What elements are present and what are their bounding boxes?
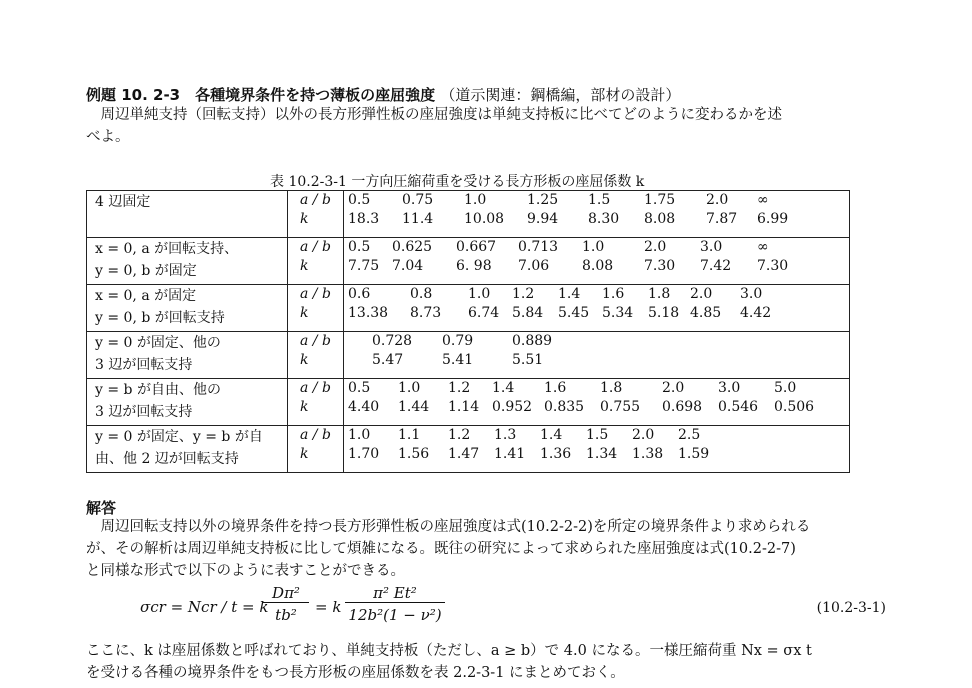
condition-text: x = 0, a が固定 bbox=[95, 288, 197, 304]
values-cell bbox=[344, 191, 850, 238]
ab-value: 1.0 bbox=[398, 380, 421, 396]
ab-value: 3.0 bbox=[718, 380, 741, 396]
ab-value: 2.0 bbox=[690, 286, 713, 302]
ab-values-row bbox=[344, 426, 849, 445]
k-value: 7.30 bbox=[757, 258, 789, 274]
problem-line: 周辺単純支持（回転支持）以外の長方形弾性板の座屈強度は単純支持板に比べてどのように変わるかを述 bbox=[86, 107, 782, 123]
answer-text bbox=[86, 516, 810, 582]
k-value: 5.41 bbox=[442, 352, 474, 368]
ab-value: 1.4 bbox=[492, 380, 515, 396]
label-cell bbox=[288, 191, 344, 238]
condition-cell bbox=[87, 238, 288, 285]
label-cell bbox=[288, 426, 344, 473]
table-row bbox=[87, 379, 850, 426]
k-value: 8.30 bbox=[588, 211, 620, 227]
k-value: 1.44 bbox=[398, 399, 430, 415]
k-value: 6. 98 bbox=[456, 258, 492, 274]
condition-cell bbox=[87, 332, 288, 379]
k-values-row bbox=[344, 351, 849, 370]
k-value: 5.45 bbox=[558, 305, 590, 321]
k-value: 5.47 bbox=[372, 352, 404, 368]
condition-text: 3 辺が回転支持 bbox=[95, 357, 193, 373]
k-value: 7.04 bbox=[392, 258, 424, 274]
label-cell bbox=[288, 379, 344, 426]
condition-text: y = 0, b が固定 bbox=[95, 263, 197, 279]
ab-value: 1.1 bbox=[398, 427, 421, 443]
k-value: 18.3 bbox=[348, 211, 380, 227]
fraction1-denominator: tb² bbox=[275, 606, 297, 624]
ab-value: 0.889 bbox=[512, 333, 553, 349]
condition-text: y = 0 が固定、y = b が自 bbox=[95, 429, 263, 445]
k-value: 0.698 bbox=[662, 399, 703, 415]
ab-value: 0.8 bbox=[410, 286, 433, 302]
ab-value: 0.625 bbox=[392, 239, 433, 255]
k-value: 13.38 bbox=[348, 305, 389, 321]
ab-values-row bbox=[344, 285, 849, 304]
values-cell bbox=[344, 238, 850, 285]
fraction2-denominator: 12b²(1 − ν²) bbox=[348, 606, 442, 624]
ab-value: 3.0 bbox=[740, 286, 763, 302]
ab-value: 0.667 bbox=[456, 239, 497, 255]
condition-cell bbox=[87, 379, 288, 426]
ab-value: 0.5 bbox=[348, 239, 371, 255]
title-note: （道示関連：鋼橋編，部材の設計） bbox=[440, 86, 681, 104]
k-value: 8.08 bbox=[582, 258, 614, 274]
answer-line: 周辺回転支持以外の境界条件を持つ長方形弾性板の座屈強度は式(10.2-2-2)を所定の境界条件より求められる bbox=[86, 519, 811, 535]
ab-value: 0.75 bbox=[402, 192, 434, 208]
k-value: 7.42 bbox=[700, 258, 732, 274]
k-value: 6.74 bbox=[468, 305, 500, 321]
condition-text: 由、他 2 辺が回転支持 bbox=[95, 451, 239, 467]
table-row bbox=[87, 238, 850, 285]
values-cell bbox=[344, 379, 850, 426]
ab-value: 5.0 bbox=[774, 380, 797, 396]
ab-value: 1.75 bbox=[644, 192, 676, 208]
equation-lhs: σcr = Ncr / t = k bbox=[140, 598, 269, 616]
k-value: 5.84 bbox=[512, 305, 544, 321]
answer-line: と同様な形式で以下のように表すことができる。 bbox=[86, 563, 405, 579]
k-value: 1.70 bbox=[348, 446, 380, 462]
k-value: 0.952 bbox=[492, 399, 533, 415]
ab-value: ∞ bbox=[757, 239, 769, 255]
fraction2-numerator: π² Et² bbox=[345, 584, 445, 603]
k-value: 0.546 bbox=[718, 399, 759, 415]
ab-label: a / b bbox=[300, 380, 331, 396]
k-value: 7.06 bbox=[518, 258, 550, 274]
k-value: 8.08 bbox=[644, 211, 676, 227]
answer-line: が、その解析は周辺単純支持板に比して煩雑になる。既往の研究によって求められた座屈強度は式(10.2-2-7) bbox=[86, 541, 796, 557]
table-caption: 表 10.2-3-1 一方向圧縮荷重を受ける長方形板の座屈係数 k bbox=[270, 174, 645, 190]
k-value: 0.506 bbox=[774, 399, 815, 415]
table-row bbox=[87, 332, 850, 379]
k-value: 9.94 bbox=[527, 211, 559, 227]
ab-values-row bbox=[344, 379, 849, 398]
k-value: 7.75 bbox=[348, 258, 380, 274]
ab-value: 1.0 bbox=[348, 427, 371, 443]
closing-line: を受ける各種の境界条件をもつ長方形板の座屈係数を表 2.2-3-1 にまとめておく。 bbox=[86, 665, 625, 681]
condition-cell bbox=[87, 426, 288, 473]
k-value: 1.14 bbox=[448, 399, 480, 415]
ab-label: a / b bbox=[300, 239, 331, 255]
k-label: k bbox=[300, 258, 309, 274]
condition-text: x = 0, a が回転支持、 bbox=[95, 241, 239, 257]
ab-value: 1.6 bbox=[602, 286, 625, 302]
ab-value: 1.3 bbox=[494, 427, 517, 443]
ab-value: 1.2 bbox=[512, 286, 535, 302]
ab-value: 1.4 bbox=[540, 427, 563, 443]
ab-values-row bbox=[344, 191, 849, 210]
label-cell bbox=[288, 332, 344, 379]
ab-label: a / b bbox=[300, 333, 331, 349]
k-label: k bbox=[300, 305, 309, 321]
k-values-row bbox=[344, 445, 849, 464]
ab-value: 2.0 bbox=[644, 239, 667, 255]
table-row bbox=[87, 285, 850, 332]
ab-values-row bbox=[344, 332, 849, 351]
ab-value: 1.8 bbox=[648, 286, 671, 302]
ab-label: a / b bbox=[300, 286, 331, 302]
condition-text: y = 0, b が回転支持 bbox=[95, 310, 225, 326]
condition-text: y = 0 が固定、他の bbox=[95, 335, 221, 351]
problem-text bbox=[86, 104, 782, 148]
ab-value: 1.0 bbox=[582, 239, 605, 255]
k-value: 1.59 bbox=[678, 446, 710, 462]
ab-value: 0.6 bbox=[348, 286, 371, 302]
k-value: 5.34 bbox=[602, 305, 634, 321]
ab-value: 1.5 bbox=[586, 427, 609, 443]
values-cell bbox=[344, 332, 850, 379]
k-values-row bbox=[344, 257, 849, 276]
k-value: 10.08 bbox=[464, 211, 505, 227]
k-value: 0.755 bbox=[600, 399, 641, 415]
k-value: 5.18 bbox=[648, 305, 680, 321]
condition-cell bbox=[87, 191, 288, 238]
equation-mid: = k bbox=[315, 598, 342, 616]
ab-value: 0.5 bbox=[348, 192, 371, 208]
answer-heading: 解答 bbox=[86, 499, 117, 517]
title-text: 例題 10. 2-3 各種境界条件を持つ薄板の座屈強度 bbox=[86, 86, 436, 104]
k-values-row bbox=[344, 398, 849, 417]
ab-value: 2.0 bbox=[706, 192, 729, 208]
k-value: 4.85 bbox=[690, 305, 722, 321]
ab-value: 2.0 bbox=[632, 427, 655, 443]
condition-cell bbox=[87, 285, 288, 332]
k-label: k bbox=[300, 211, 309, 227]
ab-value: 0.728 bbox=[372, 333, 413, 349]
ab-value: 3.0 bbox=[700, 239, 723, 255]
ab-value: 1.6 bbox=[544, 380, 567, 396]
label-cell bbox=[288, 285, 344, 332]
values-cell bbox=[344, 426, 850, 473]
k-value: 1.38 bbox=[632, 446, 664, 462]
k-value: 4.40 bbox=[348, 399, 380, 415]
k-value: 1.47 bbox=[448, 446, 480, 462]
k-value: 0.835 bbox=[544, 399, 585, 415]
problem-line: べよ。 bbox=[86, 129, 130, 145]
k-value: 8.73 bbox=[410, 305, 442, 321]
k-value: 1.34 bbox=[586, 446, 618, 462]
closing-text bbox=[86, 640, 812, 684]
k-value: 1.56 bbox=[398, 446, 430, 462]
table-row bbox=[87, 191, 850, 238]
k-values-row bbox=[344, 304, 849, 323]
fraction1-numerator: Dπ² bbox=[263, 584, 309, 603]
ab-value: 1.5 bbox=[588, 192, 611, 208]
k-value: 1.41 bbox=[494, 446, 526, 462]
table-row bbox=[87, 426, 850, 473]
ab-value: ∞ bbox=[757, 192, 769, 208]
ab-value: 1.8 bbox=[600, 380, 623, 396]
ab-value: 1.2 bbox=[448, 380, 471, 396]
closing-line: ここに、k は座屈係数と呼ばれており、単純支持板（ただし、a ≥ b）で 4.0 になる。一様圧縮荷重 Nx = σx t bbox=[86, 643, 812, 659]
ab-value: 1.2 bbox=[448, 427, 471, 443]
k-value: 1.36 bbox=[540, 446, 572, 462]
ab-value: 1.0 bbox=[464, 192, 487, 208]
buckling-coefficient-table bbox=[86, 190, 850, 473]
ab-values-row bbox=[344, 238, 849, 257]
example-title bbox=[86, 84, 680, 105]
equation-number: (10.2-3-1) bbox=[816, 600, 886, 616]
k-values-row bbox=[344, 210, 849, 229]
k-value: 7.30 bbox=[644, 258, 676, 274]
k-label: k bbox=[300, 399, 309, 415]
condition-text: 4 辺固定 bbox=[95, 194, 151, 210]
k-value: 5.51 bbox=[512, 352, 544, 368]
ab-value: 1.25 bbox=[527, 192, 559, 208]
k-value: 7.87 bbox=[706, 211, 738, 227]
k-value: 11.4 bbox=[402, 211, 434, 227]
ab-value: 0.713 bbox=[518, 239, 559, 255]
k-label: k bbox=[300, 446, 309, 462]
condition-text: y = b が自由、他の bbox=[95, 382, 221, 398]
condition-text: 3 辺が回転支持 bbox=[95, 404, 193, 420]
ab-label: a / b bbox=[300, 192, 331, 208]
ab-value: 2.5 bbox=[678, 427, 701, 443]
ab-value: 0.5 bbox=[348, 380, 371, 396]
ab-label: a / b bbox=[300, 427, 331, 443]
ab-value: 1.0 bbox=[468, 286, 491, 302]
ab-value: 0.79 bbox=[442, 333, 474, 349]
label-cell bbox=[288, 238, 344, 285]
k-value: 4.42 bbox=[740, 305, 772, 321]
values-cell bbox=[344, 285, 850, 332]
ab-value: 2.0 bbox=[662, 380, 685, 396]
k-value: 6.99 bbox=[757, 211, 789, 227]
k-label: k bbox=[300, 352, 309, 368]
ab-value: 1.4 bbox=[558, 286, 581, 302]
